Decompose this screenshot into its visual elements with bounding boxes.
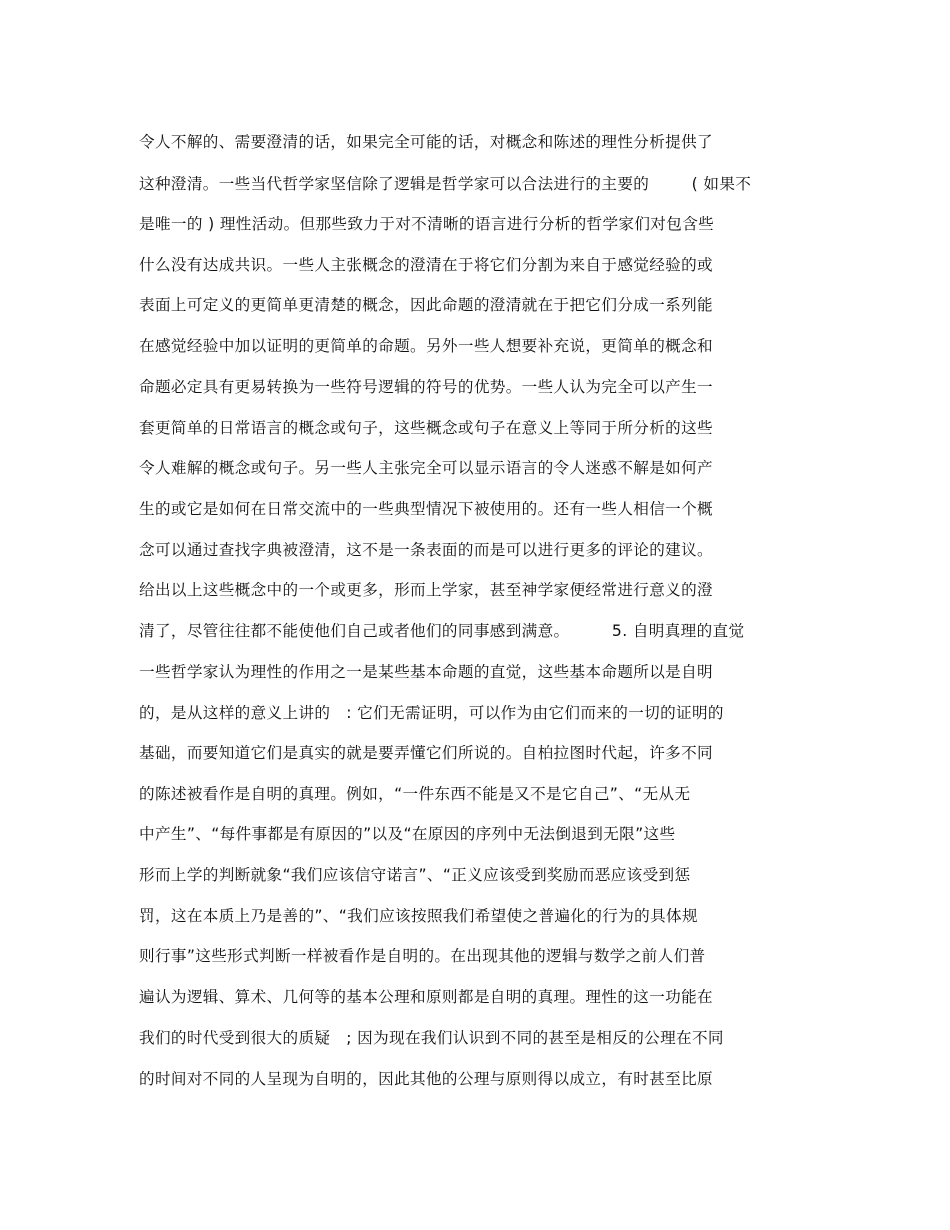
text-line: 套更简单的日常语言的概念或句子，这些概念或句子在意义上等同于所分析的这些 — [139, 419, 713, 437]
text-line: 的，是从这样的意义上讲的 : 它们无需证明，可以作为由它们而来的一切的证明的 — [139, 704, 724, 722]
text-line: 令人不解的、需要澄清的话，如果完全可能的话，对概念和陈述的理性分析提供了 — [139, 133, 713, 151]
text-line: 的时间对不同的人呈现为自明的，因此其他的公理与原则得以成立，有时甚至比原 — [139, 1070, 713, 1088]
text-line: 令人难解的概念或句子。另一些人主张完全可以显示语言的令人迷惑不解是如何产 — [139, 459, 713, 477]
text-line: 形而上学的判断就象“我们应该信守诺言”、“正义应该受到奖励而恶应该受到惩 — [139, 866, 691, 884]
text-line: 表面上可定义的更简单更清楚的概念，因此命题的澄清就在于把它们分成一系列能 — [139, 296, 713, 314]
text-line: 命题必定具有更易转换为一些符号逻辑的符号的优势。一些人认为完全可以产生一 — [139, 378, 713, 396]
text-line: 一些哲学家认为理性的作用之一是某些基本命题的直觉，这些基本命题所以是自明 — [139, 663, 713, 681]
text-line: 这种澄清。一些当代哲学家坚信除了逻辑是哲学家可以合法进行的主要的 ( 如果不 — [139, 175, 752, 193]
text-line: 基础，而要知道它们是真实的就是要弄懂它们所说的。自柏拉图时代起，许多不同 — [139, 744, 713, 762]
text-line: 罚，这在本质上乃是善的”、“我们应该按照我们希望使之普遍化的行为的具体规 — [139, 907, 698, 925]
text-line: 是唯一的 ) 理性活动。但那些致力于对不清晰的语言进行分析的哲学家们对包含些 — [139, 215, 715, 233]
text-line: 中产生”、“每件事都是有原因的”以及“在原因的序列中无法倒退到无限”这些 — [139, 825, 676, 843]
text-line: 在感觉经验中加以证明的更简单的命题。另外一些人想要补充说，更简单的概念和 — [139, 337, 713, 355]
text-line: 什么没有达成共识。一些人主张概念的澄清在于将它们分割为来自于感觉经验的或 — [139, 256, 713, 274]
text-line: 给出以上这些概念中的一个或更多，形而上学家，甚至神学家便经常进行意义的澄 — [139, 581, 713, 599]
text-line: 念可以通过查找字典被澄清，这不是一条表面的而是可以进行更多的评论的建议。 — [139, 541, 713, 559]
text-line: 则行事”这些形式判断一样被看作是自明的。在出现其他的逻辑与数学之前人们普 — [139, 947, 706, 965]
text-line: 清了，尽管往往都不能使他们自己或者他们的同事感到满意。 5. 自明真理的直觉 — [139, 622, 745, 640]
text-line: 的陈述被看作是自明的真理。例如，“一件东西不能是又不是它自己”、“无从无 — [139, 785, 691, 803]
text-line: 生的或它是如何在日常交流中的一些典型情况下被使用的。还有一些人相信一个概 — [139, 500, 713, 518]
text-line: 遍认为逻辑、算术、几何等的基本公理和原则都是自明的真理。理性的这一功能在 — [139, 988, 713, 1006]
text-line: 我们的时代受到很大的质疑 ; 因为现在我们认识到不同的甚至是相反的公理在不同 — [139, 1029, 724, 1047]
